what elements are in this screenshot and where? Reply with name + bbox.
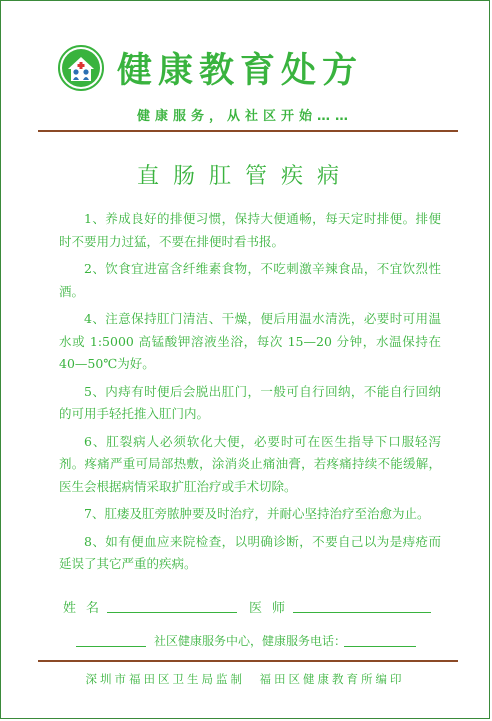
- advice-item-8: 8、如有便血应来院检查，以明确诊断，不要自己以为是痔疮而延误了其它严重的疾病。: [59, 533, 441, 571]
- name-label: 姓名: [63, 601, 110, 616]
- header: [1, 39, 489, 99]
- center-name-field[interactable]: [76, 645, 146, 647]
- service-phone-field[interactable]: [344, 645, 416, 647]
- bottom-divider: [38, 660, 458, 662]
- advice-item-6: 6、肛裂病人必须软化大便，必要时可在医生指导下口服轻泻剂。疼痛严重可局部热敷，涂消炎止痛油膏，若疼痛持续不能缓解，医生会根据病情采取扩肛治疗或手术切除。: [59, 433, 441, 494]
- signature-row: [63, 597, 443, 617]
- advice-item-1: 1、养成良好的排便习惯，保持大便通畅，每天定时排便。排便时不要用力过猛，不要在排便时看书报。: [59, 211, 441, 249]
- advice-item-2: 2、饮食宜进富含纤维素食物，不吃刺激辛辣食品，不宜饮烈性酒。: [59, 261, 441, 299]
- health-house-logo-icon: [58, 45, 104, 91]
- advice-body: [59, 208, 441, 581]
- doctor-field[interactable]: [293, 611, 431, 613]
- advice-item-7: 7、肛瘘及肛旁脓肿要及时治疗，并耐心坚持治疗至治愈为止。: [84, 506, 430, 521]
- name-field[interactable]: [107, 611, 237, 613]
- top-divider: [38, 130, 458, 132]
- advice-item-4: 4、注意保持肛门清洁、干燥，便后用温水清洗，必要时可用温水或 1:5000 高锰酸钾溶液坐浴，每次 15—20 分钟，水温保持在 40—50℃为好。: [59, 311, 441, 371]
- brand-title: 健康教育处方: [117, 51, 364, 91]
- page-title: 直肠肛管疾病: [136, 164, 353, 189]
- service-text: 社区健康服务中心，健康服务电话：: [154, 634, 347, 648]
- doctor-label: 医师: [249, 601, 296, 616]
- service-row: [76, 632, 426, 652]
- advice-item-5: 5、内痔有时便后会脱出肛门，一般可自行回纳，不能自行回纳的可用手轻托推入肛门内。: [59, 383, 441, 421]
- footer-credit: 深圳市福田区卫生局监制 福田区健康教育所编印: [85, 672, 405, 686]
- slogan: 健康服务，从社区开始……: [136, 109, 353, 124]
